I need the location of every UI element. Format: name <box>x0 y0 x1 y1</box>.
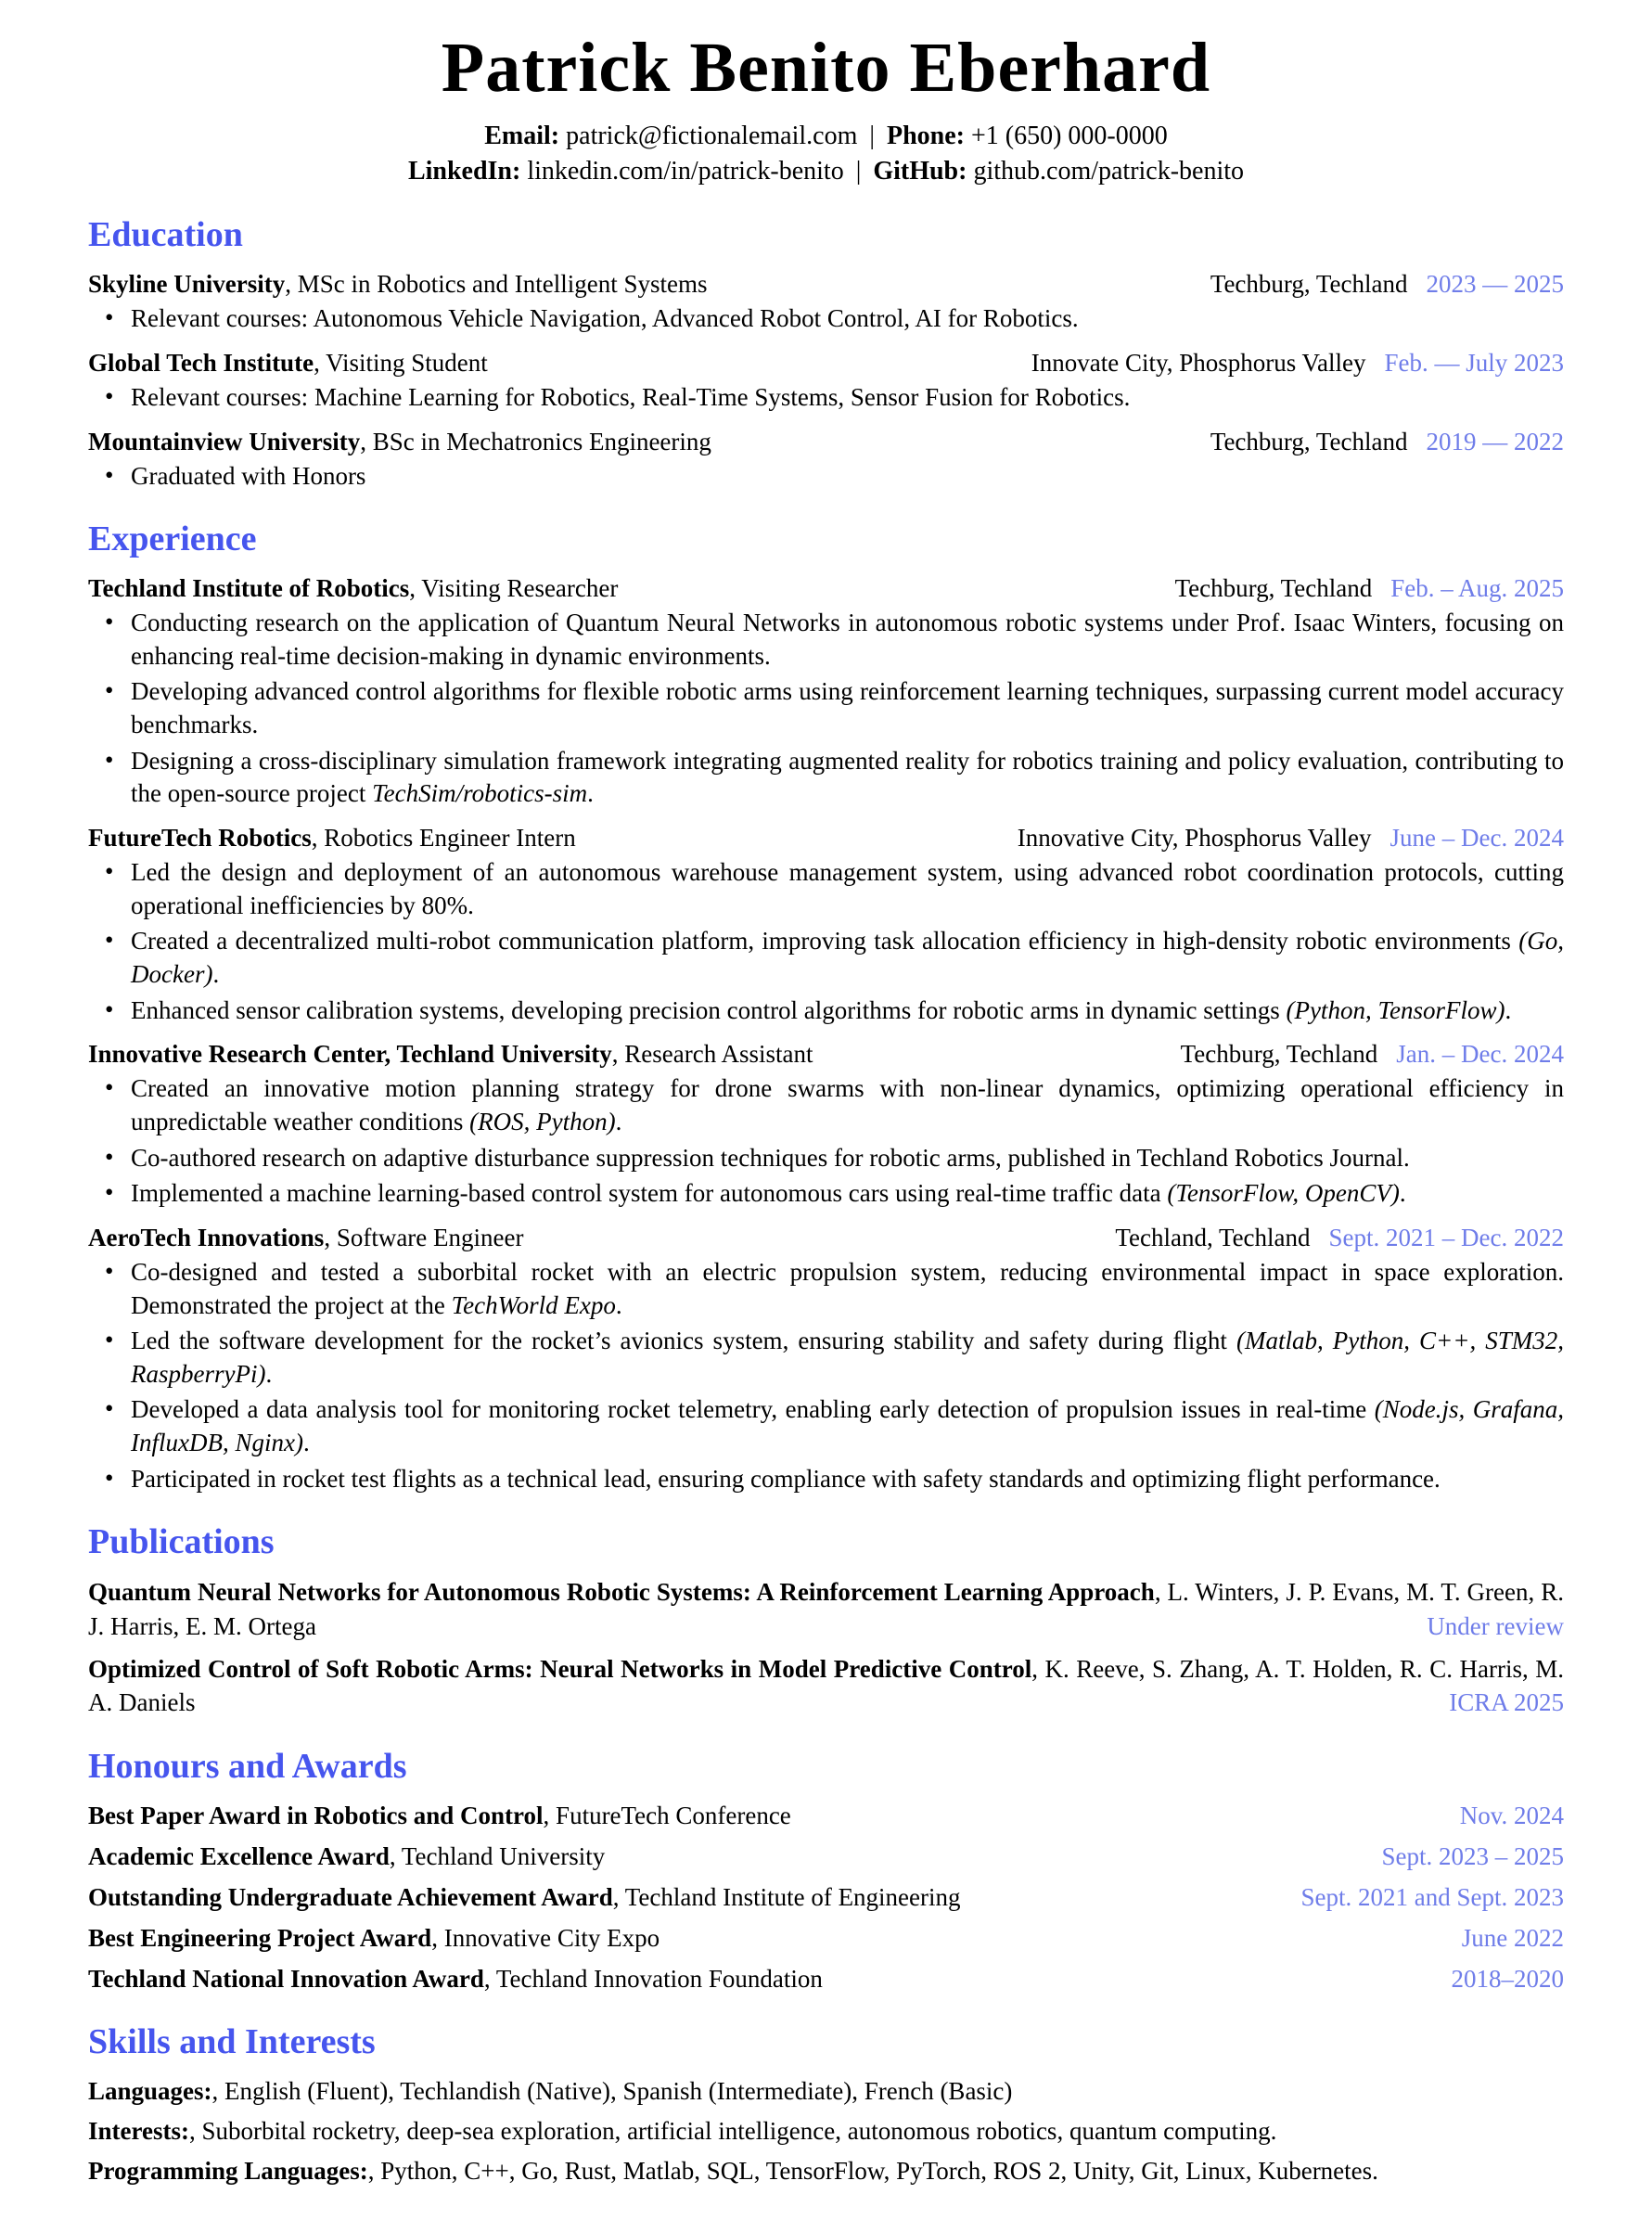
bullet-text: Designing a cross-disciplinary simulation framework integrating augmented reality for robotics training and policy evaluation, contributing to the open-source project <box>131 746 1564 808</box>
bullet-item <box>131 302 1564 336</box>
organization-name: AeroTech Innovations <box>88 1223 325 1251</box>
bullet-text: . <box>587 779 594 808</box>
bullet-text: . <box>212 959 220 988</box>
bullet-text: Created an innovative motion planning strategy for drone swarms with non-linear dynamics, optimizing operational efficiency in unpredictable weather conditions <box>131 1074 1564 1135</box>
bullet-text: Developing advanced control algorithms for flexible robotic arms using reinforcement learning techniques, surpassing current model accuracy benchmarks. <box>131 677 1564 739</box>
award-date: Nov. 2024 <box>1459 1801 1564 1829</box>
award-organization: , Techland University <box>389 1841 606 1870</box>
location: Techland, Techland <box>1115 1223 1311 1251</box>
award-organization: , Techland Institute of Engineering <box>612 1882 961 1911</box>
bullet-text: Led the software development for the rocket’s avionics system, ensuring stability and safety during flight <box>131 1327 1236 1355</box>
award-name: Best Paper Award in Robotics and Control <box>88 1801 544 1829</box>
bullet-text: . <box>302 1429 310 1457</box>
bullet-item <box>131 1393 1564 1459</box>
bullet-text-italic: (Matlab, Python, C++, STM32, RaspberryPi) <box>131 1327 1565 1388</box>
skill-text: , Suborbital rocketry, deep-sea exploration, artificial intelligence, autonomous robotics, quantum computing. <box>188 2116 1277 2145</box>
bullet-text-italic: TechWorld Expo <box>451 1290 616 1319</box>
role-title: , Robotics Engineer Intern <box>311 823 576 852</box>
award-row <box>88 1963 1564 1995</box>
education-entry-header <box>88 347 1564 379</box>
bullet-text: Co-authored research on adaptive disturbance suppression techniques for robotic arms, published in Techland Robotics Journal. <box>131 1143 1410 1172</box>
location: Techburg, Techland <box>1180 1040 1378 1069</box>
bullet-list <box>88 302 1564 336</box>
bullet-item <box>131 1463 1564 1496</box>
location: Techburg, Techland <box>1210 270 1408 299</box>
entry-location-date <box>1115 1222 1564 1254</box>
publication-items <box>88 1575 1564 1720</box>
award-organization: , FutureTech Conference <box>543 1801 791 1829</box>
date-range: 2019 — 2022 <box>1426 427 1564 455</box>
bullet-text-italic: (Node.js, Grafana, InfluxDB, Nginx) <box>131 1395 1565 1457</box>
bullet-item <box>131 1256 1564 1322</box>
bullet-text-italic: (Python, TensorFlow) <box>1286 995 1505 1024</box>
section-experience <box>88 520 1564 1495</box>
github-value: github.com/patrick-benito <box>973 156 1245 186</box>
bullet-text-italic: (ROS, Python) <box>469 1107 616 1135</box>
bullet-list <box>88 1256 1564 1495</box>
award-name-org <box>88 1881 961 1914</box>
award-name: Techland National Innovation Award <box>88 1964 484 1993</box>
bullet-text: Implemented a machine learning-based control system for autonomous cars using real-time traffic data <box>131 1179 1168 1208</box>
linkedin-label: LinkedIn: <box>407 156 521 186</box>
publication-title: Optimized Control of Soft Robotic Arms: Neural Networks in Model Predictive Control <box>88 1654 1032 1683</box>
role-title: , MSc in Robotics and Intelligent Systems <box>285 270 708 299</box>
section-skills <box>88 2023 1564 2187</box>
award-name: Outstanding Undergraduate Achievement Award <box>88 1882 613 1911</box>
bullet-item <box>131 607 1564 673</box>
bullet-item <box>131 1142 1564 1175</box>
date-range: June – Dec. 2024 <box>1389 823 1564 852</box>
separator: | <box>855 156 862 186</box>
organization-name: Skyline University <box>88 270 286 299</box>
role-title: , BSc in Mechatronics Engineering <box>360 427 711 455</box>
award-organization: , Techland Innovation Foundation <box>483 1964 823 1993</box>
experience-entry-header <box>88 1222 1564 1254</box>
bullet-item <box>131 745 1564 811</box>
bullet-item <box>131 994 1564 1028</box>
section-publications <box>88 1523 1564 1720</box>
bullet-text: Graduated with Honors <box>131 461 366 490</box>
organization-name: Techland Institute of Robotics <box>88 574 410 603</box>
role-title: , Visiting Student <box>314 348 488 377</box>
bullet-text: . <box>1399 1179 1406 1208</box>
bullet-item <box>131 856 1564 922</box>
contact-line-linkedin-github <box>88 154 1564 189</box>
phone-value: +1 (650) 000-0000 <box>970 121 1168 150</box>
location: Techburg, Techland <box>1210 427 1408 455</box>
bullet-text: Enhanced sensor calibration systems, developing precision control algorithms for robotic arms in dynamic settings <box>131 995 1287 1024</box>
bullet-text-italic: (TensorFlow, OpenCV) <box>1167 1179 1400 1208</box>
bullet-text: Relevant courses: Autonomous Vehicle Navigation, Advanced Robot Control, AI for Robotics. <box>131 304 1079 333</box>
skill-label: Interests: <box>88 2116 189 2145</box>
resume-header <box>88 29 1564 188</box>
award-items <box>88 1800 1564 1995</box>
section-awards <box>88 1748 1564 1995</box>
experience-entry <box>88 572 1564 811</box>
bullet-text: Participated in rocket test flights as a technical lead, ensuring compliance with safety standards and optimizing flight performance. <box>131 1464 1441 1493</box>
date-range: Jan. – Dec. 2024 <box>1396 1040 1564 1069</box>
experience-entry <box>88 1038 1564 1211</box>
entry-org-role <box>88 1038 813 1071</box>
github-label: GitHub: <box>873 156 967 186</box>
separator: | <box>869 121 875 150</box>
phone-label: Phone: <box>886 121 965 150</box>
entry-org-role <box>88 268 708 301</box>
award-date: 2018–2020 <box>1451 1964 1564 1993</box>
bullet-list <box>88 856 1564 1027</box>
entry-location-date <box>1018 822 1564 854</box>
publication-authors: , K. Reeve, S. Zhang, A. T. Holden, R. C. Harris, M. A. Daniels <box>88 1654 1564 1717</box>
role-title: , Research Assistant <box>611 1040 813 1069</box>
organization-name: Global Tech Institute <box>88 348 314 377</box>
skill-text: , Python, C++, Go, Rust, Matlab, SQL, TensorFlow, PyTorch, ROS 2, Unity, Git, Linux, Kubernetes. <box>367 2157 1378 2186</box>
skill-items <box>88 2075 1564 2187</box>
award-name-org <box>88 1841 605 1873</box>
bullet-list <box>88 381 1564 415</box>
linkedin-value: linkedin.com/in/patrick-benito <box>527 156 844 186</box>
email-label: Email: <box>484 121 560 150</box>
award-date: Sept. 2021 and Sept. 2023 <box>1300 1882 1564 1911</box>
bullet-text: Conducting research on the application of Quantum Neural Networks in autonomous robotic systems under Prof. Isaac Winters, focusing on enhancing real-time decision-making in dynamic environments. <box>131 609 1564 670</box>
award-date: Sept. 2023 – 2025 <box>1381 1841 1564 1870</box>
publication-status: ICRA 2025 <box>1438 1686 1564 1719</box>
bullet-item <box>131 675 1564 741</box>
location: Innovate City, Phosphorus Valley <box>1031 348 1366 377</box>
bullet-list <box>88 1072 1564 1211</box>
publication-item <box>88 1652 1564 1720</box>
entry-org-role <box>88 347 488 379</box>
publication-status: Under review <box>1415 1610 1564 1643</box>
organization-name: FutureTech Robotics <box>88 823 312 852</box>
bullet-text: Created a decentralized multi-robot communication platform, improving task allocation efficiency in high-density robotic environments <box>131 927 1519 956</box>
experience-entry-header <box>88 572 1564 605</box>
experience-entry-header <box>88 822 1564 854</box>
section-education <box>88 216 1564 493</box>
bullet-item <box>131 460 1564 494</box>
role-title: , Visiting Researcher <box>409 574 619 603</box>
award-organization: , Innovative City Expo <box>431 1923 660 1952</box>
organization-name: Mountainview University <box>88 427 361 455</box>
publication-title: Quantum Neural Networks for Autonomous Robotic Systems: A Reinforcement Learning Approach <box>88 1578 1155 1607</box>
section-title-publications: Publications <box>88 1522 275 1562</box>
award-name-org <box>88 1922 660 1955</box>
experience-entry-header <box>88 1038 1564 1071</box>
skill-row <box>88 2075 1564 2108</box>
section-title-awards: Honours and Awards <box>88 1746 407 1786</box>
page-title: Patrick Benito Eberhard <box>441 29 1211 107</box>
bullet-text: Led the design and deployment of an autonomous warehouse management system, using advanced robot coordination protocols, cutting operational inefficiencies by 80%. <box>131 858 1564 919</box>
bullet-list <box>88 460 1564 494</box>
award-name-org <box>88 1800 791 1832</box>
education-entry <box>88 347 1564 415</box>
education-entry <box>88 268 1564 336</box>
bullet-text: Co-designed and tested a suborbital rocket with an electric propulsion system, reducing environmental impact in space exploration. Demonstrated the project at the <box>131 1257 1564 1319</box>
email-value: patrick@fictionalemail.com <box>566 121 858 150</box>
contact-line-email-phone <box>88 119 1564 154</box>
entry-location-date <box>1210 426 1564 458</box>
experience-entries <box>88 572 1564 1495</box>
experience-entry <box>88 1222 1564 1495</box>
bullet-text: . <box>615 1107 622 1135</box>
entry-location-date <box>1031 347 1564 379</box>
education-entry-header <box>88 426 1564 458</box>
entry-location-date <box>1175 572 1564 605</box>
date-range: Feb. — July 2023 <box>1384 348 1564 377</box>
education-entry-header <box>88 268 1564 301</box>
entry-org-role <box>88 822 576 854</box>
date-range: Feb. – Aug. 2025 <box>1390 574 1564 603</box>
experience-entry <box>88 822 1564 1027</box>
location: Innovative City, Phosphorus Valley <box>1017 823 1372 852</box>
bullet-text: . <box>1505 995 1512 1024</box>
skill-label: Languages: <box>88 2076 212 2105</box>
skill-label: Programming Languages: <box>88 2157 368 2186</box>
date-range: Sept. 2021 – Dec. 2022 <box>1328 1223 1564 1251</box>
location: Techburg, Techland <box>1174 574 1373 603</box>
publication-authors: , L. Winters, J. P. Evans, M. T. Green, R. J. Harris, E. M. Ortega <box>88 1578 1565 1640</box>
bullet-text: Developed a data analysis tool for monitoring rocket telemetry, enabling early detection of propulsion issues in real-time <box>131 1395 1375 1424</box>
bullet-item <box>131 381 1564 415</box>
award-row <box>88 1881 1564 1914</box>
bullet-item <box>131 1072 1564 1138</box>
section-title-experience: Experience <box>88 520 257 559</box>
award-name: Academic Excellence Award <box>88 1841 390 1870</box>
entry-org-role <box>88 426 711 458</box>
skill-text: , English (Fluent), Techlandish (Native), Spanish (Intermediate), French (Basic) <box>211 2076 1013 2105</box>
bullet-text: Relevant courses: Machine Learning for Robotics, Real-Time Systems, Sensor Fusion for Robotics. <box>131 383 1131 411</box>
section-title-skills: Skills and Interests <box>88 2022 376 2062</box>
award-name: Best Engineering Project Award <box>88 1923 432 1952</box>
award-row <box>88 1800 1564 1832</box>
bullet-item <box>131 1177 1564 1211</box>
bullet-item <box>131 1325 1564 1391</box>
education-entry <box>88 426 1564 494</box>
award-date: June 2022 <box>1461 1923 1564 1952</box>
education-entries <box>88 268 1564 493</box>
award-row <box>88 1841 1564 1873</box>
entry-location-date <box>1181 1038 1564 1071</box>
bullet-text-italic: (Go, Docker) <box>131 927 1564 988</box>
bullet-list <box>88 607 1564 811</box>
award-name-org <box>88 1963 823 1995</box>
publication-item <box>88 1575 1564 1643</box>
bullet-text-italic: TechSim/robotics-sim <box>372 779 588 808</box>
bullet-text: . <box>265 1359 273 1388</box>
bullet-text: . <box>615 1290 622 1319</box>
skill-row <box>88 2155 1564 2187</box>
section-title-education: Education <box>88 215 243 255</box>
date-range: 2023 — 2025 <box>1426 270 1564 299</box>
organization-name: Innovative Research Center, Techland University <box>88 1040 612 1069</box>
entry-location-date <box>1210 268 1564 301</box>
role-title: , Software Engineer <box>324 1223 524 1251</box>
entry-org-role <box>88 1222 523 1254</box>
award-row <box>88 1922 1564 1955</box>
entry-org-role <box>88 572 618 605</box>
bullet-item <box>131 925 1564 991</box>
